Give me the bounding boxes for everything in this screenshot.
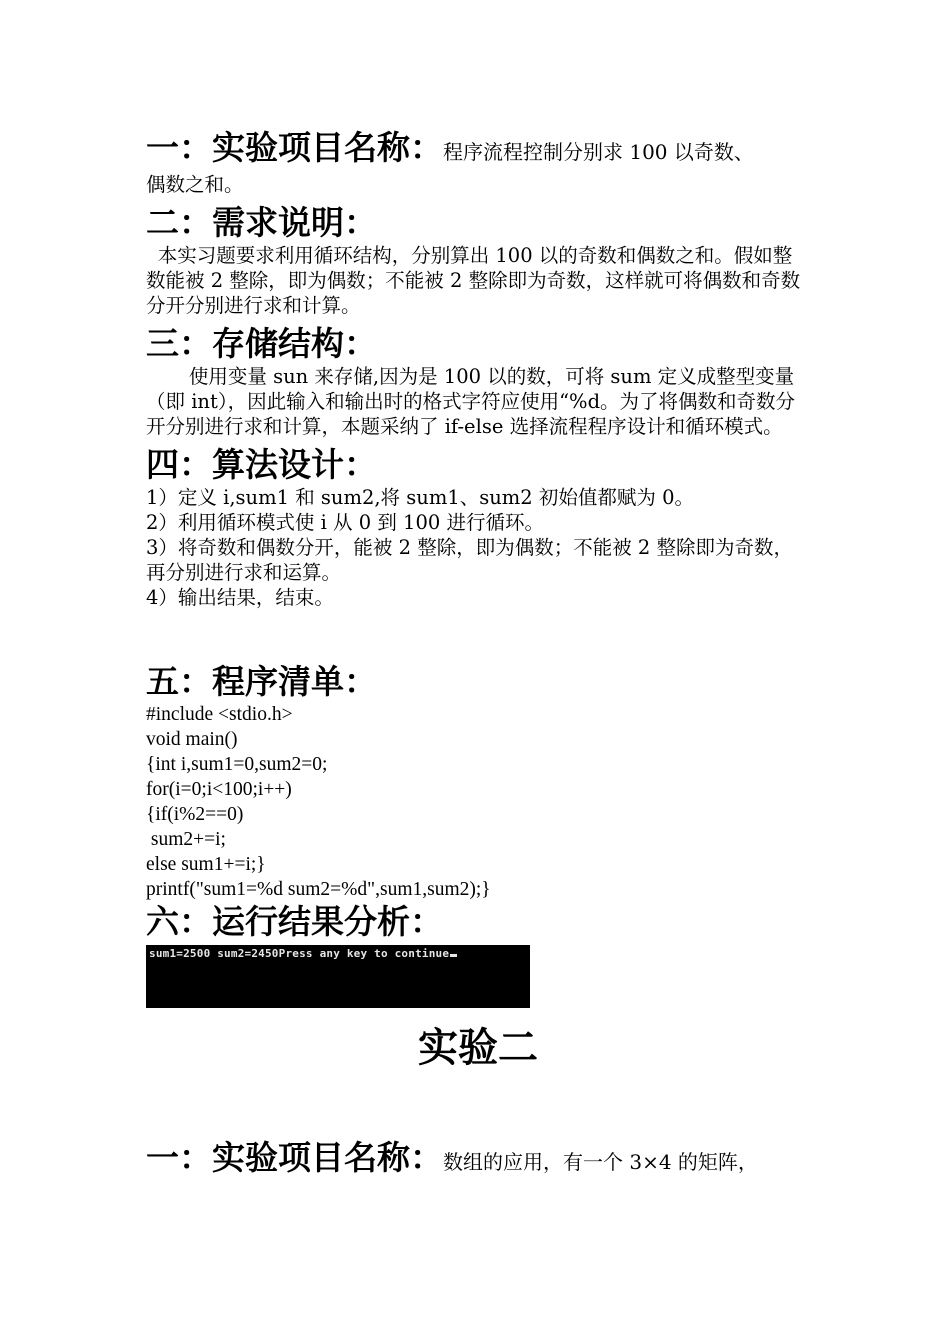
algorithm-step: 2）利用循环模式使 i 从 0 到 100 进行循环。 [146, 511, 544, 534]
section-6-heading: 六：运行结果分析： [146, 902, 443, 941]
code-line: printf("sum1=%d sum2=%d",sum1,sum2);} [146, 879, 491, 900]
section-2-heading: 二：需求说明： [146, 203, 377, 242]
section-1-continuation: 偶数之和。 [146, 173, 244, 196]
algorithm-step: 3）将奇数和偶数分开，能被 2 整除，即为偶数；不能被 2 整除即为奇数，再分别进行求和运算。 [146, 536, 794, 584]
code-line: {if(i%2==0) [146, 804, 244, 825]
algorithm-step: 4）输出结果，结束。 [146, 586, 334, 609]
section-3-heading: 三：存储结构： [146, 324, 377, 363]
code-listing [146, 702, 810, 902]
section-1-inline-text: 程序流程控制分别求 100 以奇数、 [443, 140, 754, 164]
section-1-heading: 一：实验项目名称：程序流程控制分别求 100 以奇数、 [146, 128, 754, 167]
console-output-screenshot [146, 945, 530, 1008]
code-line: {int i,sum1=0,sum2=0; [146, 754, 328, 775]
algorithm-step: 1）定义 i,sum1 和 sum2,将 sum1、sum2 初始值都赋为 0。 [146, 486, 694, 509]
section-2-paragraph: 本实习题要求利用循环结构，分别算出 100 以的奇数和偶数之和。假如整数能被 2 整除，即为偶数；不能被 2 整除即为奇数，这样就可将偶数和奇数分开分别进行求和计算。 [146, 244, 801, 317]
code-line: void main() [146, 729, 238, 750]
exp2-section-1-heading: 一：实验项目名称：数组的应用，有一个 3×4 的矩阵， [146, 1138, 758, 1177]
experiment-2-title: 实验二 [418, 1024, 538, 1071]
code-line: #include <stdio.h> [146, 704, 293, 725]
section-3-paragraph: 使用变量 sun 来存储,因为是 100 以的数，可将 sum 定义成整型变量（即 int），因此输入和输出时的格式字符应使用“%d。为了将偶数和奇数分开分别进行求和计算，本题采纳了 if-else 选择流程程序设计和循环模式。 [146, 365, 796, 438]
code-line: for(i=0;i<100;i++) [146, 779, 292, 800]
code-line: sum2+=i; [146, 829, 226, 850]
section-4-heading: 四：算法设计： [146, 445, 377, 484]
code-line: else sum1+=i;} [146, 854, 266, 875]
document-page [146, 128, 810, 1182]
exp2-section-1-inline-text: 数组的应用，有一个 3×4 的矩阵， [443, 1150, 758, 1174]
console-output-text: sum1=2500 sum2=2450Press any key to continue [149, 947, 457, 960]
section-5-heading: 五：程序清单： [146, 662, 377, 701]
cursor-icon [450, 954, 457, 957]
